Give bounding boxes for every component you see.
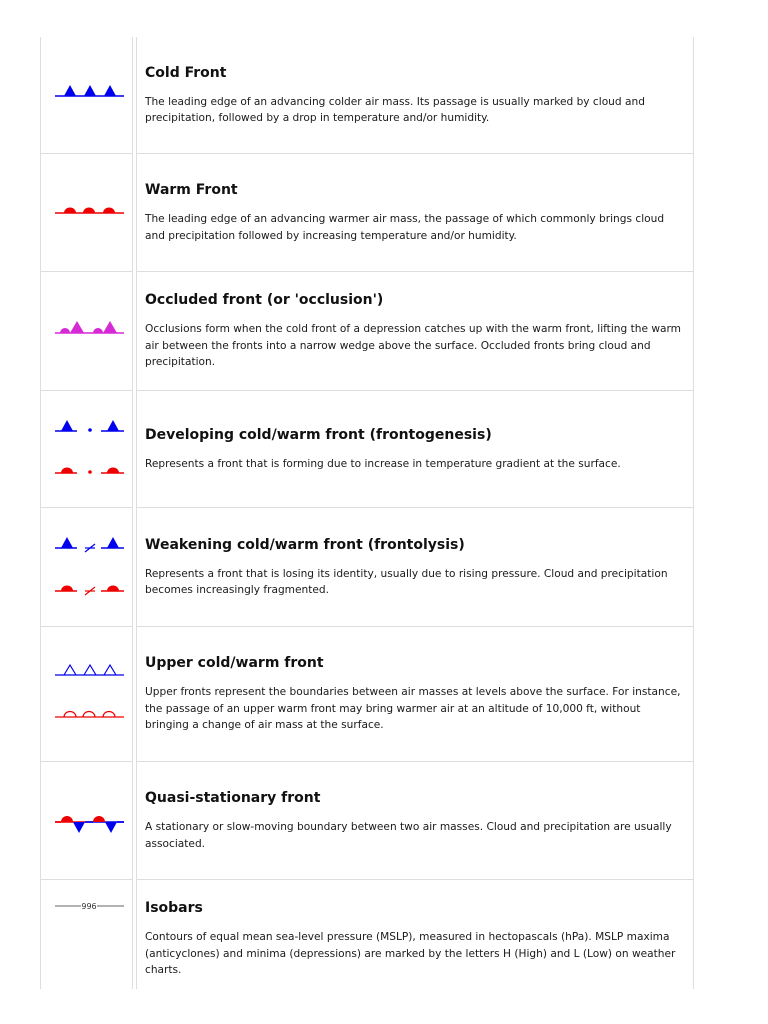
description-cell [136,391,694,508]
description-cell [136,37,694,154]
description-cell [136,272,694,391]
legend-row-cold-front [40,37,694,154]
description-cell [136,508,694,627]
symbol-cell [40,880,133,989]
description-cell [136,880,694,989]
legend-title: Upper cold/warm front [145,655,324,672]
symbol-cell [40,391,133,508]
legend-row-occluded-front [40,272,694,391]
frontolysis-icon [41,508,134,627]
legend-title: Quasi-stationary front [145,790,321,806]
symbol-cell [40,154,133,272]
frontogenesis-icon [41,391,134,508]
legend-description: Occlusions form when the cold front of a depression catches up with the warm front, lifting the warm air between the fronts into a narrow wedge above the surface. Occluded fronts bring cloud and precipitation. [145,323,681,369]
symbol-cell [40,272,133,391]
legend-title: Cold Front [145,64,227,81]
symbol-cell [40,37,133,154]
upper-front-icon [41,627,134,762]
isobar-value-label: 996 [81,902,97,911]
symbol-cell [40,508,133,627]
legend-description: Contours of equal mean sea-level pressure (MSLP), measured in hectopascals (hPa). MSLP maxima (anticyclones) and minima (depressions) are marked by the letters H (High) and L (Low) on weather charts. [145,931,676,977]
legend-row-warm-front [40,154,694,272]
symbol-cell [40,762,133,880]
legend-title: Occluded front (or 'occlusion') [145,292,384,309]
legend-description: The leading edge of an advancing colder air mass. Its passage is usually marked by cloud and precipitation, followed by a drop in temperature and/or humidity. [145,95,645,124]
legend-description: Represents a front that is losing its identity, usually due to rising pressure. Cloud and precipitation becomes increasingly fragmented. [145,567,668,596]
cold-front-icon [41,37,134,154]
description-cell [136,627,694,762]
legend-row-frontolysis [40,508,694,627]
weather-symbols-legend [40,37,694,989]
legend-description: Represents a front that is forming due to increase in temperature gradient at the surface. [145,457,621,470]
legend-description: A stationary or slow-moving boundary between two air masses. Cloud and precipitation are usually associated. [145,821,672,850]
legend-title: Developing cold/warm front (frontogenesis) [145,426,492,443]
isobar-icon [41,880,134,989]
legend-title: Warm Front [145,182,238,198]
legend-row-frontogenesis [40,391,694,508]
legend-row-upper-front [40,627,694,762]
quasi-stationary-front-icon [41,762,134,880]
legend-row-quasi-stationary-front [40,762,694,880]
description-cell [136,762,694,880]
legend-row-isobars [40,880,694,989]
legend-title: Isobars [145,900,203,917]
warm-front-icon [41,154,134,272]
symbol-cell [40,627,133,762]
legend-description: Upper fronts represent the boundaries between air masses at levels above the surface. For instance, the passage of an upper warm front may bring warmer air at an altitude of 10,000 ft, without bringing a change of air mass at the surface. [145,686,681,732]
legend-title: Weakening cold/warm front (frontolysis) [145,536,465,553]
description-cell [136,154,694,272]
occluded-front-icon [41,272,134,391]
legend-description: The leading edge of an advancing warmer air mass, the passage of which commonly brings cloud and precipitation followed by increasing temperature and/or humidity. [145,213,665,242]
